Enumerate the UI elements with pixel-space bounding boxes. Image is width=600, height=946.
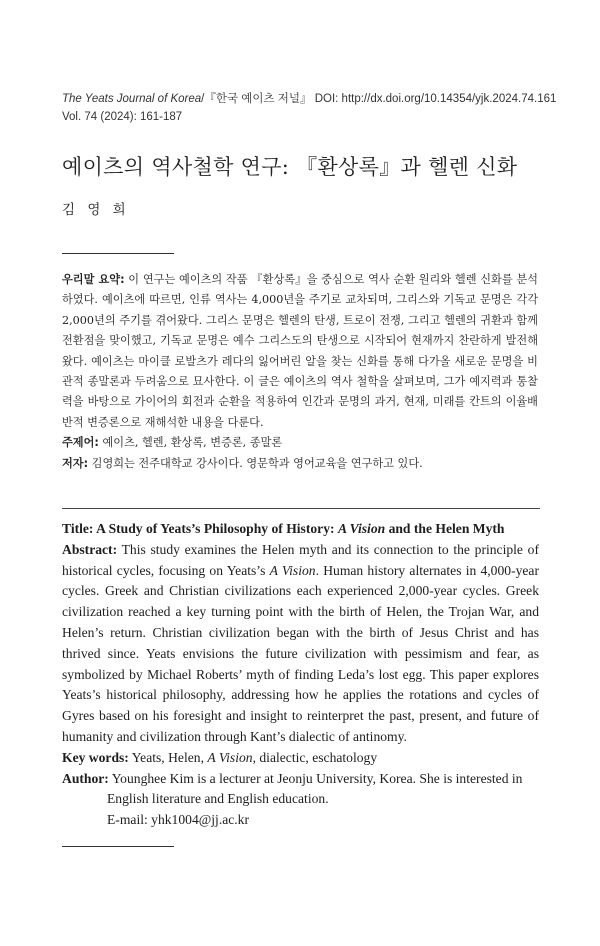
- journal-volume: Vol. 74 (2024): 161-187: [62, 111, 183, 123]
- journal-citation-line: [62, 90, 572, 108]
- journal-name: The Yeats Journal of Korea: [62, 93, 202, 105]
- english-title-line: [62, 519, 539, 540]
- korean-author-text: 김영희는 전주대학교 강사이다. 영문학과 영어교육을 연구하고 있다.: [88, 456, 423, 470]
- paper-title: 예이츠의 역사철학 연구: 『환상록』과 헬렌 신화: [62, 155, 518, 179]
- english-abstract: [62, 519, 539, 831]
- english-abstract-label: Abstract:: [62, 541, 118, 557]
- section-divider: [62, 508, 540, 509]
- korean-author-label: 저자:: [62, 456, 89, 470]
- english-author-line2: English literature and English education.: [107, 791, 329, 807]
- english-author-label: Author:: [62, 770, 109, 786]
- english-abstract-italic: A Vision: [269, 562, 316, 578]
- english-author-note: Author: Younghee Kim is a lecturer at Jeonju University, Korea. She is interested in English literature and English education. E-mail: yhk1004@jj.ac.kr: [62, 769, 539, 831]
- english-title-italic: A Vision: [337, 521, 386, 536]
- korean-keywords: [62, 433, 538, 453]
- paper-author: 김 영 희: [62, 202, 130, 218]
- english-abstract-paragraph: Abstract: This study examines the Helen myth and its connection to the principle of historical cycles, focusing on Yeats’s A Vision. Human history alternates in 4,000-year cycles. Greek and Christian civilizations each experienced 2,000-year cycles. Greek civilization reached a key turning point with the birth of Helen, the Trojan War, and Helen’s return. Christian civilization began with the birth of Jesus Christ and has thrived since. Yeats envisions the future civilization with pessimism and fear, as symbolized by Michael Roberts’ myth of finding Leda’s lost egg. This paper explores Yeats’s historical philosophy, addressing how he applies the rotations and cycles of Gyres based on his foresight and insight to reinterpret the past, present, and future of humanity and civilization through Kant’s dialectic of antinomy.: [62, 541, 539, 744]
- korean-keywords-label: 주제어:: [62, 436, 99, 450]
- short-rule-top: [62, 253, 174, 254]
- english-title-label: Title: A Study of Yeats’s Philosophy of History: A Vision and the Helen Myth: [62, 521, 505, 536]
- english-keywords: Key words: Yeats, Helen, A Vision, dialectic, eschatology: [62, 749, 378, 765]
- author-email: E-mail: yhk1004@jj.ac.kr: [107, 812, 250, 828]
- korean-abstract-paragraph: [62, 270, 538, 433]
- korean-keywords-text: 예이츠, 헬렌, 환상록, 변증론, 종말론: [98, 436, 283, 450]
- korean-abstract-text: 이 연구는 예이츠의 작품 『환상록』을 중심으로 역사 순환 원리와 헬렌 신화를 분석하였다. 예이츠에 따르면, 인류 역사는 4,000년을 주기로 교차되며, 그리스와 기독교 문명은 각각 2,000년의 주기를 겪어왔다. 그리스 문명은 헬렌의 탄생, 트로이 전쟁, 그리고 헬렌의 귀환과 함께 전환점을 맞이했고, 기독교 문명은 예수 그리스도의 탄생으로 시작되어 현재까지 찬란하게 발전해 왔다. 예이츠는 마이클 로발츠가 레다의 잃어버린 알을 찾는 신화를 통해 다가올 새로운 문명을 비관적 종말론과 두려움으로 묘사한다. 이 글은 예이츠의 역사 철학을 살펴보며, 그가 예지력과 통찰력을 바탕으로 가이어의 회전과 순환을 적용하여 인간과 문명의 과거, 현재, 미래를 칸트의 이율배반적 변증론으로 재해석한 내용을 다룬다.: [62, 273, 538, 429]
- english-keywords-italic: A Vision: [207, 749, 253, 765]
- korean-abstract-label: 우리말 요약:: [62, 273, 125, 286]
- korean-abstract: [62, 270, 538, 474]
- korean-author-note: [62, 454, 538, 474]
- journal-doi: /『한국 예이츠 저널』 DOI: http://dx.doi.org/10.14354/yjk.2024.74.161: [201, 93, 557, 105]
- english-keywords-label: Key words:: [62, 749, 129, 765]
- short-rule-bottom: [62, 846, 174, 847]
- journal-header: [62, 90, 572, 126]
